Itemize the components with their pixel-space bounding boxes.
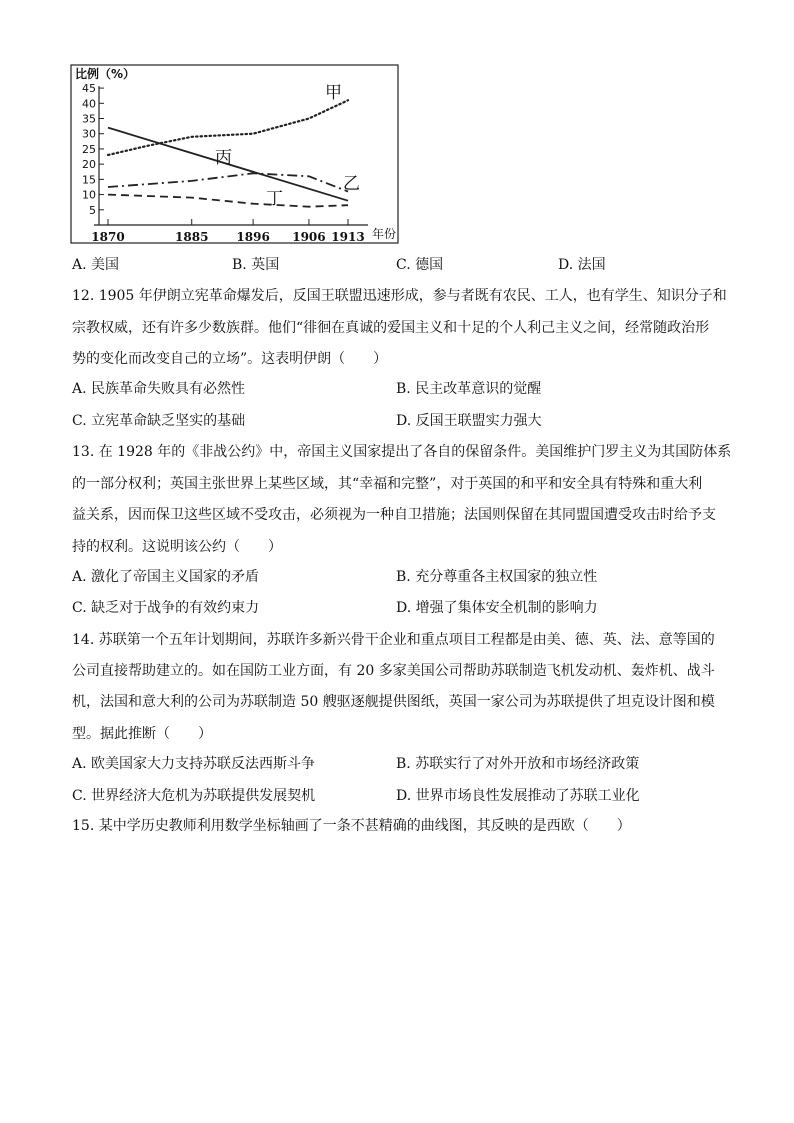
x-tick-label: 1885: [175, 230, 209, 244]
q12-stem-line: 12. 1905 年伊朗立宪革命爆发后，反国王联盟迅速形成，参与者既有农民、工人，也有学生、知识分子和: [72, 288, 727, 304]
y-tick-label: 15: [82, 173, 96, 187]
q14-stem-line: 14. 苏联第一个五年计划期间，苏联许多新兴骨干企业和重点项目工程都是由美、德、英、法、意等国的: [72, 632, 715, 648]
option[interactable]: A. 民族革命失败具有必然性: [72, 381, 246, 397]
y-tick-label: 35: [82, 112, 96, 126]
y-tick-label: 30: [82, 127, 96, 141]
series-label: 乙: [343, 174, 360, 194]
series-line-dotted: [108, 100, 348, 155]
series-label: 甲: [325, 83, 342, 103]
series-label: 丁: [266, 189, 283, 209]
x-tick-label: 1913: [331, 230, 365, 244]
series-line-dashdot: [108, 173, 348, 191]
y-tick-label: 45: [82, 82, 96, 96]
line-chart: [70, 64, 410, 247]
y-tick-label: 40: [82, 97, 96, 111]
option[interactable]: B. 苏联实行了对外开放和市场经济政策: [396, 756, 640, 772]
option[interactable]: B. 民主改革意识的觉醒: [396, 381, 542, 397]
series-line-dashed: [108, 195, 348, 207]
q13-stem-line: 的一部分权利；英国主张世界上某些区域，其“幸福和完整”，对于英国的和平和安全具有特殊和重大利: [72, 476, 703, 492]
option[interactable]: A. 激化了帝国主义国家的矛盾: [72, 569, 260, 585]
q14-stem-line: 机，法国和意大利的公司为苏联制造 50 艘驱逐舰提供图纸，英国一家公司为苏联提供了坦克设计图和模: [72, 694, 715, 710]
q14-stem-line: 型。据此推断（ ）: [72, 726, 212, 742]
q13-stem-line: 持的权利。这说明该公约（ ）: [72, 539, 282, 555]
y-tick-label: 10: [82, 188, 96, 202]
chart-frame: [71, 65, 398, 243]
q15-stem-line: 15. 某中学历史教师利用数学坐标轴画了一条不甚精确的曲线图，其反映的是西欧（ ）: [72, 818, 631, 834]
option[interactable]: D. 反国王联盟实力强大: [396, 413, 542, 429]
option[interactable]: C. 缺乏对于战争的有效约束力: [72, 600, 260, 616]
option[interactable]: B. 充分尊重各主权国家的独立性: [396, 569, 598, 585]
y-tick-label: 25: [82, 142, 96, 156]
x-tick-label: 1906: [292, 230, 326, 244]
chart-ylabel: 比例（%）: [75, 67, 136, 81]
q14-stem-line: 公司直接帮助建立的。如在国防工业方面，有 20 多家美国公司帮助苏联制造飞机发动机、轰炸机、战斗: [72, 663, 715, 679]
y-tick-label: 20: [82, 158, 96, 172]
option[interactable]: D. 法国: [558, 257, 606, 273]
option[interactable]: C. 德国: [396, 257, 444, 273]
option[interactable]: B. 英国: [232, 257, 280, 273]
option[interactable]: A. 美国: [72, 257, 120, 273]
q13-stem-line: 13. 在 1928 年的《非战公约》中，帝国主义国家提出了各自的保留条件。美国维护门罗主义为其国防体系: [72, 444, 732, 460]
option[interactable]: C. 世界经济大危机为苏联提供发展契机: [72, 788, 316, 804]
q13-stem-line: 益关系，因而保卫这些区域不受攻击，必须视为一种自卫措施；法国则保留在其同盟国遭受攻击时给予支: [72, 507, 716, 523]
q12-stem-line: 势的变化而改变自己的立场”。这表明伊朗（ ）: [72, 351, 388, 367]
x-tick-label: 1896: [236, 230, 270, 244]
option[interactable]: D. 增强了集体安全机制的影响力: [396, 600, 598, 616]
option[interactable]: A. 欧美国家大力支持苏联反法西斯斗争: [72, 756, 316, 772]
x-tick-label: 1870: [91, 230, 125, 244]
option[interactable]: C. 立宪革命缺乏坚实的基础: [72, 413, 246, 429]
q12-stem-line: 宗教权威，还有许多少数族群。他们“徘徊在真诚的爱国主义和十足的个人利己主义之间，经常随政治形: [72, 320, 710, 336]
series-label: 丙: [215, 148, 232, 168]
y-tick-label: 5: [89, 203, 96, 217]
chart-xlabel: 年份: [372, 227, 397, 241]
option[interactable]: D. 世界市场良性发展推动了苏联工业化: [396, 788, 640, 804]
